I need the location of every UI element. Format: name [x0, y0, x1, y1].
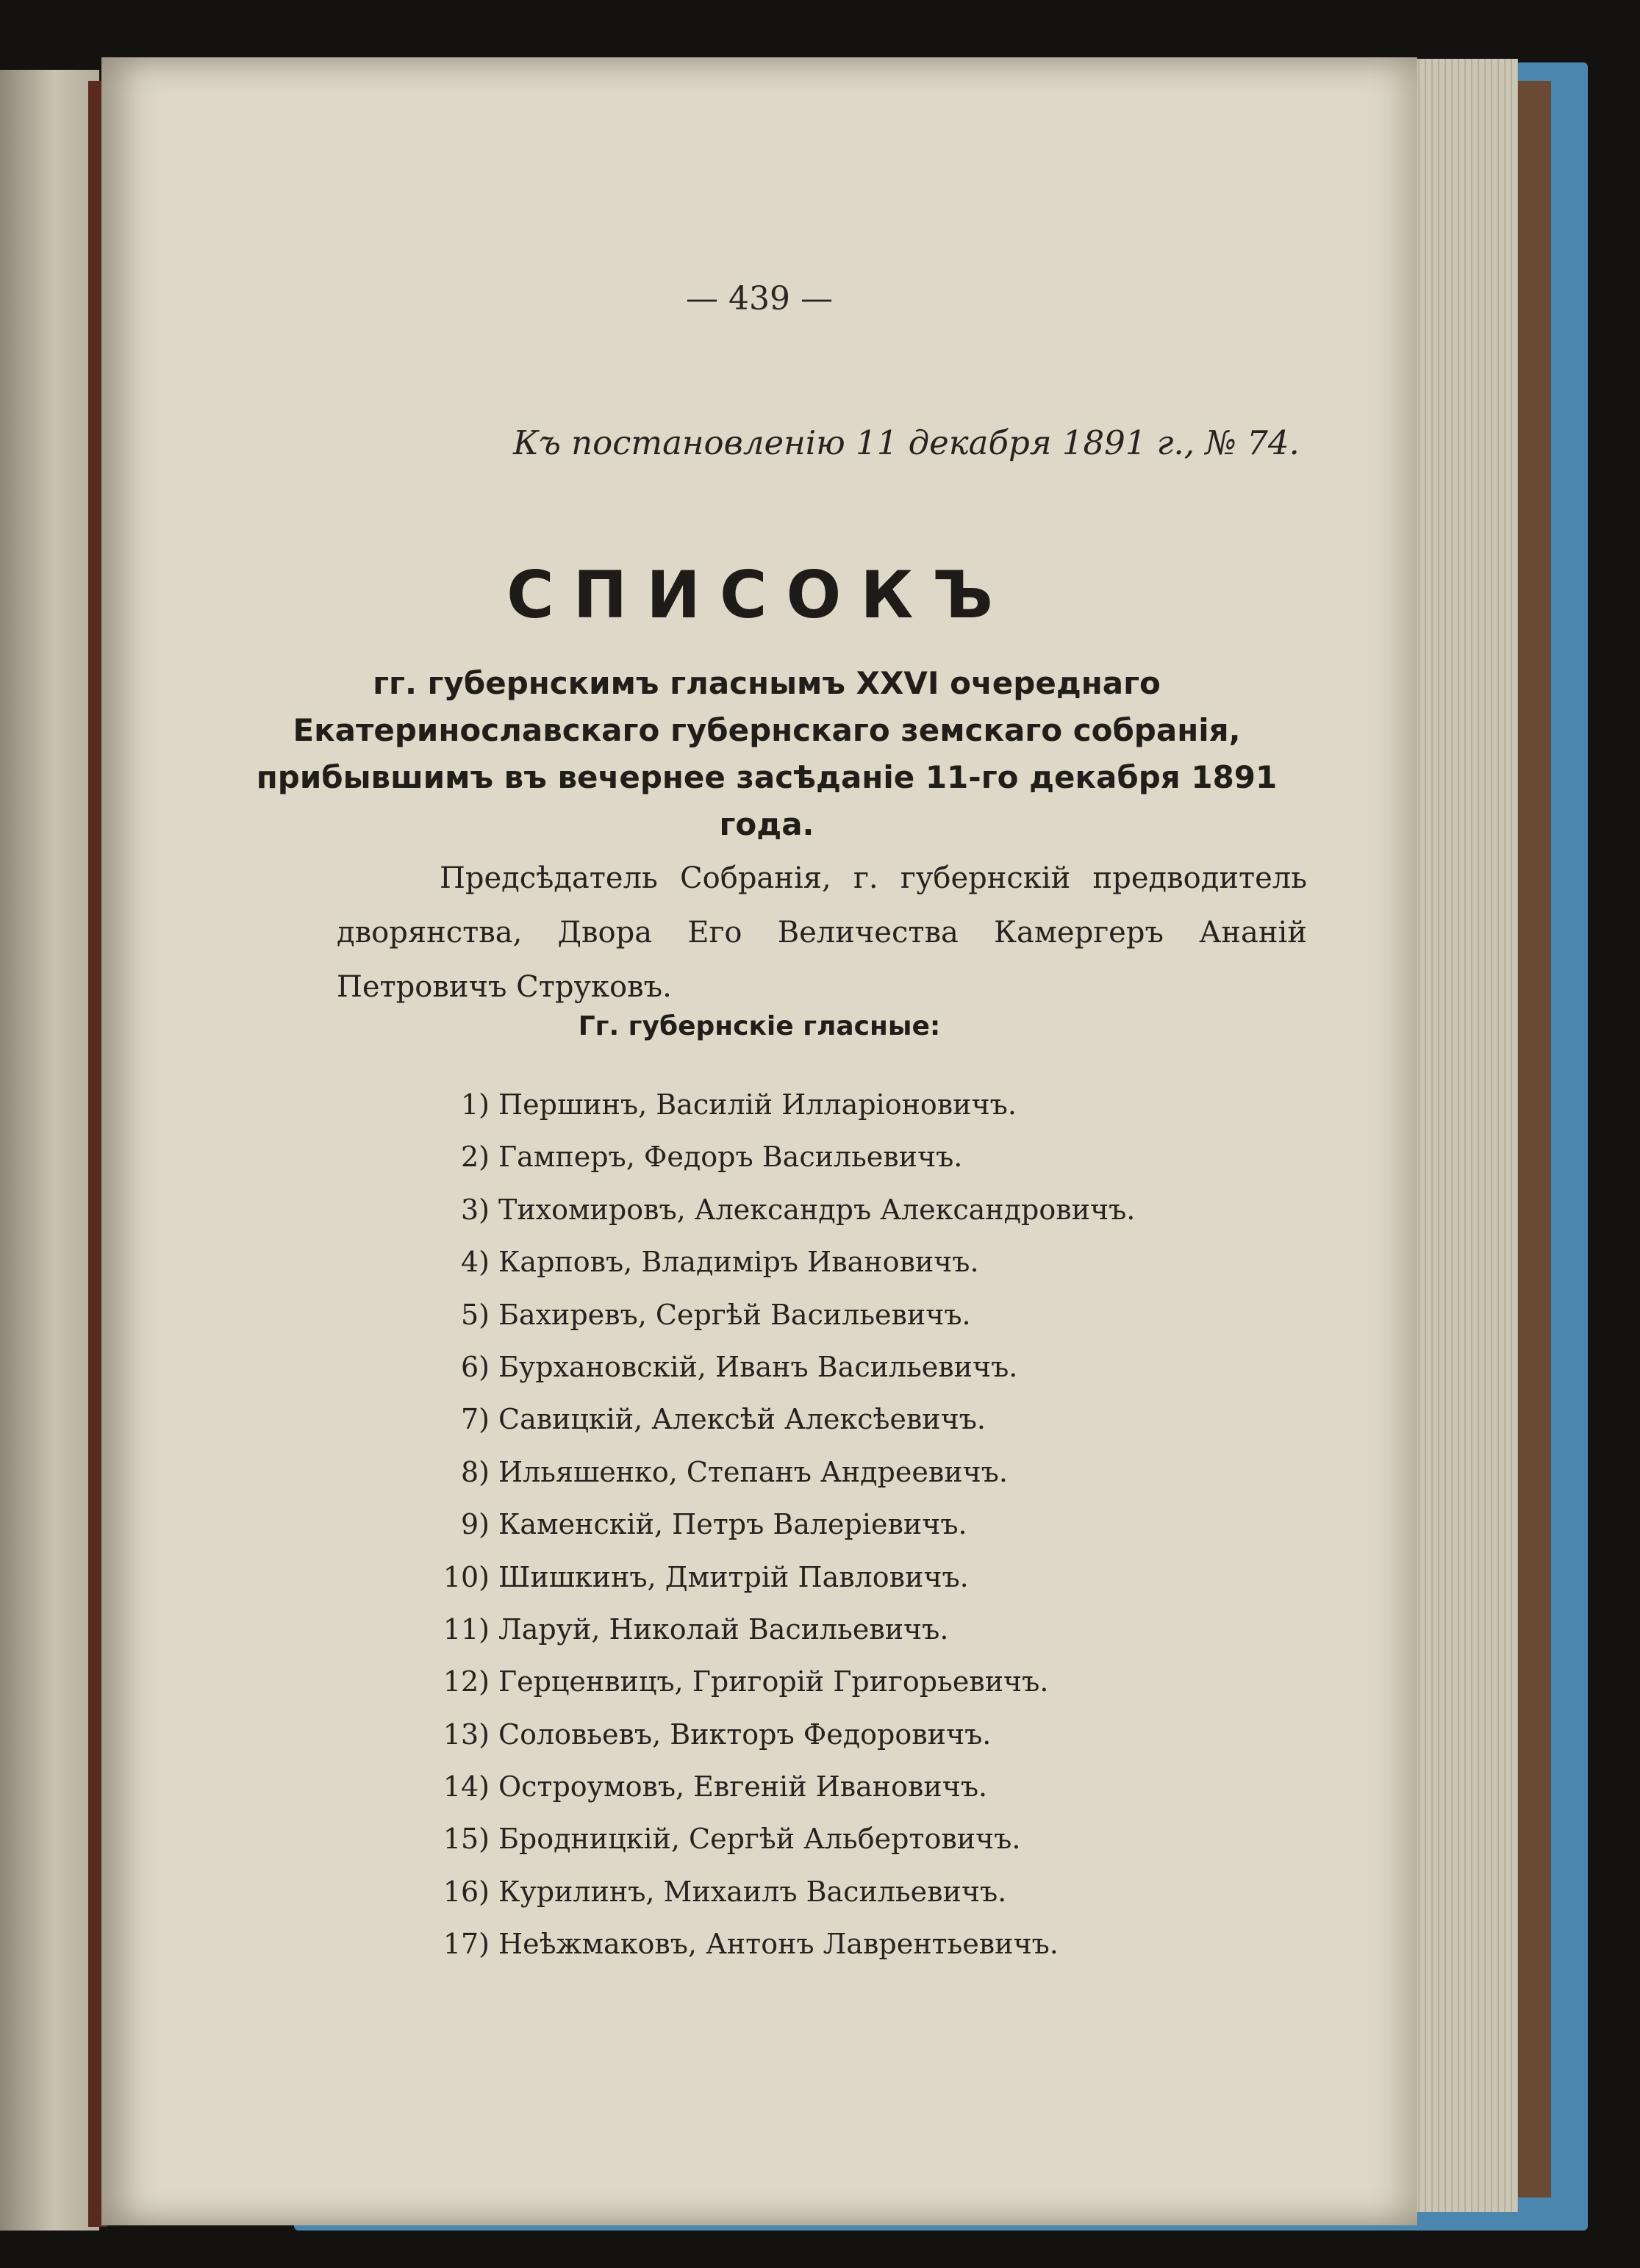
- member-number: 7): [460, 1403, 490, 1436]
- document-page: [101, 57, 1417, 2225]
- list-item: [403, 1761, 1135, 1813]
- member-name: Першинъ, Василій Илларіоновичъ.: [498, 1088, 1017, 1121]
- list-item: [403, 1551, 1135, 1604]
- member-number: 2): [460, 1141, 490, 1174]
- member-name: Неѣжмаковъ, Антонъ Лаврентьевичъ.: [498, 1928, 1059, 1961]
- list-item: [403, 1289, 1135, 1341]
- member-name: Карповъ, Владиміръ Ивановичъ.: [498, 1246, 979, 1279]
- member-number: 14): [443, 1770, 490, 1804]
- member-number: 11): [443, 1612, 490, 1646]
- member-name: Ларуй, Николай Васильевичъ.: [498, 1612, 949, 1646]
- list-item: [403, 1499, 1135, 1551]
- page-number: — 439 —: [686, 280, 833, 317]
- member-name: Каменскій, Петръ Валеріевичъ.: [498, 1508, 967, 1541]
- member-number: 1): [460, 1088, 490, 1121]
- list-item: [403, 1131, 1135, 1183]
- member-name: Тихомировъ, Александръ Александровичъ.: [498, 1193, 1136, 1226]
- list-item: [403, 1446, 1135, 1499]
- chairman-paragraph: Предсѣдатель Собранія, г. губернскій предводитель дворянства, Двора Его Величества Камергеръ Ананій Петровичъ Струковъ.: [337, 861, 1307, 1004]
- members-list: [403, 1079, 1135, 1971]
- member-number: 12): [443, 1665, 490, 1698]
- member-name: Гамперъ, Федоръ Васильевичъ.: [498, 1141, 963, 1174]
- member-name: Савицкій, Алексѣй Алексѣевичъ.: [498, 1403, 986, 1436]
- left-page-edge: [0, 70, 99, 2231]
- member-name: Соловьевъ, Викторъ Федоровичъ.: [498, 1718, 992, 1751]
- page-stack: [1400, 59, 1518, 2212]
- member-name: Бурхановскій, Иванъ Васильевичъ.: [498, 1350, 1018, 1383]
- member-name: Ильяшенко, Степанъ Андреевичъ.: [498, 1455, 1008, 1488]
- member-name: Остроумовъ, Евгеній Ивановичъ.: [498, 1770, 988, 1804]
- member-number: 9): [460, 1508, 490, 1541]
- member-number: 8): [460, 1455, 490, 1488]
- member-number: 6): [460, 1350, 490, 1383]
- member-number: 16): [443, 1875, 490, 1908]
- member-number: 13): [443, 1718, 490, 1751]
- member-name: Бродницкій, Сергѣй Альбертовичъ.: [498, 1823, 1021, 1856]
- member-number: 4): [460, 1246, 490, 1279]
- member-name: Бахиревъ, Сергѣй Васильевичъ.: [498, 1298, 971, 1331]
- members-heading: Гг. губернскіе гласные:: [578, 1011, 941, 1041]
- member-name: Шишкинъ, Дмитрій Павловичъ.: [498, 1560, 969, 1593]
- member-number: 5): [460, 1298, 490, 1331]
- list-item: [403, 1813, 1135, 1865]
- member-name: Герценвицъ, Григорій Григорьевичъ.: [498, 1665, 1049, 1698]
- document-subtitle: гг. губернскимъ гласнымъ XXVI очереднаго Екатеринославскаго губернскаго земскаго собранія, прибывшимъ въ вечернее засѣданіе 11-го декабря 1891 года.: [256, 665, 1278, 842]
- list-item: [403, 1236, 1135, 1288]
- document-title: СПИСОКЪ: [506, 557, 1012, 633]
- member-number: 17): [443, 1928, 490, 1961]
- member-number: 3): [460, 1193, 490, 1226]
- list-item: [403, 1656, 1135, 1708]
- list-item: [403, 1341, 1135, 1393]
- list-item: [403, 1184, 1135, 1236]
- list-item: [403, 1709, 1135, 1761]
- member-number: 10): [443, 1560, 490, 1593]
- resolution-reference: Къ постановленію 11 декабря 1891 г., № 74.: [513, 423, 1300, 462]
- list-item: [403, 1604, 1135, 1656]
- member-name: Курилинъ, Михаилъ Васильевичъ.: [498, 1875, 1007, 1908]
- list-item: [403, 1866, 1135, 1918]
- list-item: [403, 1918, 1135, 1970]
- member-number: 15): [443, 1823, 490, 1856]
- list-item: [403, 1393, 1135, 1446]
- list-item: [403, 1079, 1135, 1131]
